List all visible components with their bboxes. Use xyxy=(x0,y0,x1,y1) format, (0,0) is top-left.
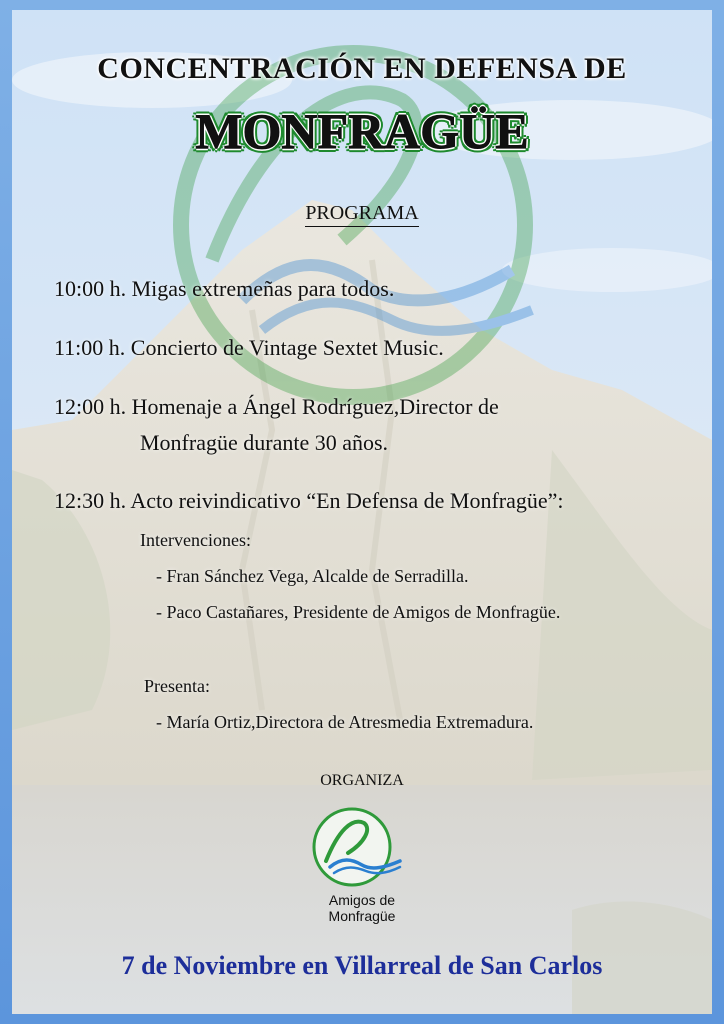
schedule-item: 12:30 h. Acto reivindicativo “En Defensa de Monfragüe”: xyxy=(54,488,564,513)
poster xyxy=(12,10,712,1014)
schedule-item: 10:00 h. Migas extremeñas para todos. xyxy=(54,276,395,301)
schedule-item: 11:00 h. Concierto de Vintage Sextet Music. xyxy=(54,335,444,360)
intervenciones-label: Intervenciones: xyxy=(140,530,251,550)
schedule-item-continuation: Monfragüe durante 30 años. xyxy=(140,430,389,455)
programa-heading: PROGRAMA xyxy=(12,202,712,225)
speaker-item: - Fran Sánchez Vega, Alcalde de Serradilla. xyxy=(156,566,469,586)
speaker-item: - Paco Castañares, Presidente de Amigos de Monfragüe. xyxy=(156,602,561,622)
presenta-label: Presenta: xyxy=(144,676,210,696)
title-line-1: CONCENTRACIÓN EN DEFENSA DE xyxy=(97,52,627,85)
poster-content xyxy=(12,10,712,1014)
amigos-de-monfrague-logo xyxy=(308,805,404,889)
logo-text: Amigos de Monfragüe xyxy=(328,892,396,924)
schedule-item: 12:00 h. Homenaje a Ángel Rodríguez,Director de xyxy=(54,394,499,419)
event-date-place: 7 de Noviembre en Villarreal de San Carlos xyxy=(121,951,603,980)
presenter-item: - María Ortiz,Directora de Atresmedia Extremadura. xyxy=(156,712,534,732)
title-line-2: MONFRAGÜE xyxy=(195,103,529,159)
organiza-label: ORGANIZA xyxy=(320,772,404,789)
